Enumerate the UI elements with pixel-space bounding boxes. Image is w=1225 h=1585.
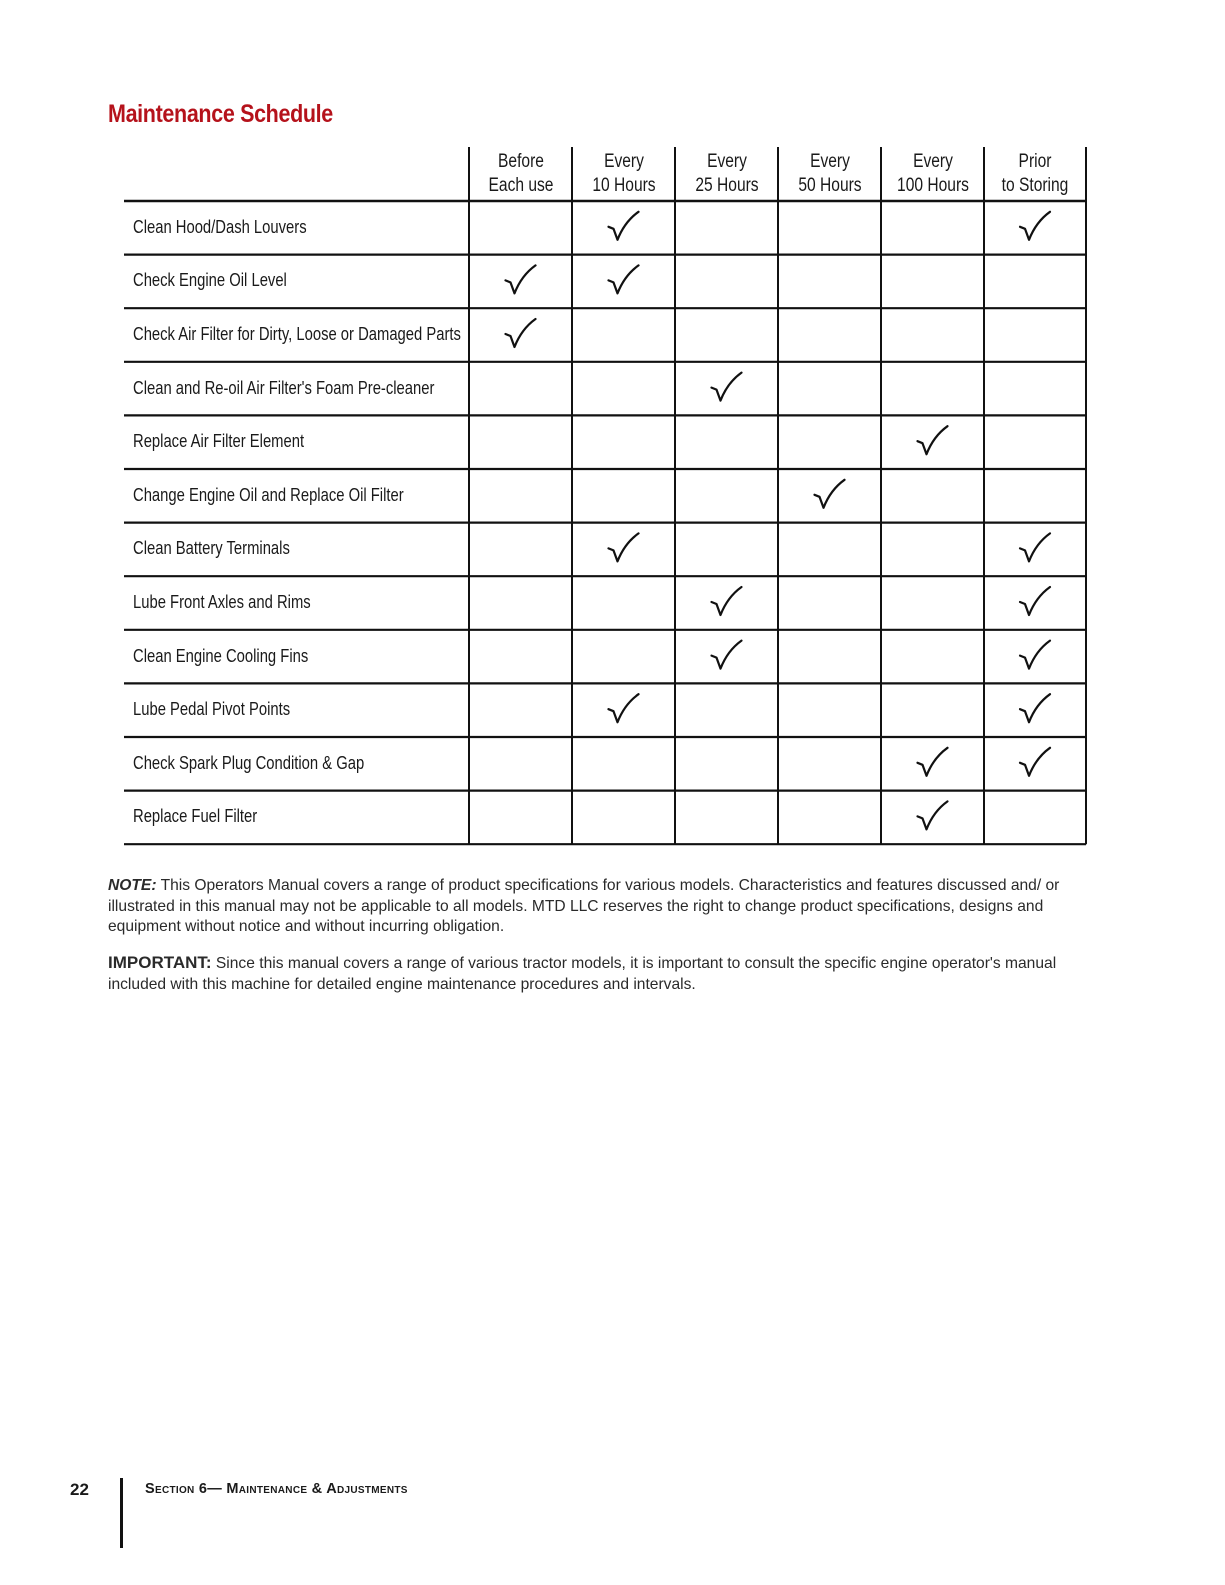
important-text: Since this manual covers a range of various tractor models, it is important to consult the specific engine operator's manual included with this machine for detailed engine maintenance procedures and intervals.	[108, 955, 1057, 993]
task-label: Lube Front Axles and Rims	[133, 591, 311, 612]
task-label: Clean Hood/Dash Louvers	[133, 215, 307, 237]
check-mark-icon	[506, 319, 536, 347]
page-number: 22	[70, 1480, 89, 1499]
task-label: Replace Fuel Filter	[133, 805, 258, 827]
check-mark-icon	[506, 265, 536, 293]
column-header-line1: Every	[809, 151, 850, 172]
check-mark-icon	[609, 265, 639, 293]
column-header-line1: Every	[603, 151, 644, 172]
column-header-line2: 25 Hours	[694, 175, 759, 196]
note-label: NOTE:	[108, 877, 157, 894]
check-mark-icon	[1020, 212, 1050, 240]
footer-section-title: Section 6— Maintenance & Adjustments	[145, 1481, 408, 1497]
column-header-line2: 10 Hours	[591, 175, 656, 196]
column-header-line1: Every	[912, 151, 953, 172]
check-mark-icon	[1020, 587, 1050, 615]
important-label: IMPORTANT:	[108, 953, 212, 972]
column-header-line2: to Storing	[1001, 175, 1069, 196]
task-label: Check Air Filter for Dirty, Loose or Damaged Parts	[133, 323, 461, 344]
check-mark-icon	[712, 641, 742, 669]
check-mark-icon	[1020, 641, 1050, 669]
check-mark-icon	[1020, 533, 1050, 561]
task-label: Check Engine Oil Level	[133, 269, 287, 291]
note-paragraph	[108, 876, 1108, 938]
check-mark-icon	[918, 801, 948, 829]
task-label: Lube Pedal Pivot Points	[133, 698, 291, 720]
check-mark-icon	[609, 533, 639, 561]
task-label: Clean Battery Terminals	[133, 537, 290, 559]
note-text: This Operators Manual covers a range of product specifications for various models. Characteristics and features discussed and/ or illustrated in this manual may not be applicable to all models. MTD LLC reserves the right to change product specifications, designs and equipment without notice and without incurring obligation.	[108, 877, 1060, 935]
column-header-line2: 50 Hours	[797, 175, 862, 196]
column-header-line2: Each use	[488, 175, 553, 196]
check-mark-icon	[918, 748, 948, 776]
column-header-line1: Prior	[1018, 151, 1052, 172]
task-label: Check Spark Plug Condition & Gap	[133, 751, 365, 773]
check-mark-icon	[712, 587, 742, 615]
column-header-line1: Every	[706, 151, 747, 172]
task-label: Clean Engine Cooling Fins	[133, 644, 309, 666]
column-header-line2: 100 Hours	[896, 175, 969, 196]
page-title: Maintenance Schedule	[108, 100, 333, 128]
important-paragraph	[108, 953, 1108, 995]
check-mark-icon	[609, 694, 639, 722]
check-mark-icon	[1020, 748, 1050, 776]
column-header-line1: Before	[497, 151, 544, 172]
check-mark-icon	[815, 480, 845, 508]
task-label: Change Engine Oil and Replace Oil Filter	[133, 483, 404, 505]
check-mark-icon	[609, 212, 639, 240]
check-mark-icon	[918, 426, 948, 454]
task-label: Clean and Re-oil Air Filter's Foam Pre-cleaner	[133, 376, 435, 398]
check-mark-icon	[1020, 694, 1050, 722]
check-mark-icon	[712, 373, 742, 401]
footer-divider	[120, 1478, 123, 1548]
task-label: Replace Air Filter Element	[133, 430, 305, 452]
